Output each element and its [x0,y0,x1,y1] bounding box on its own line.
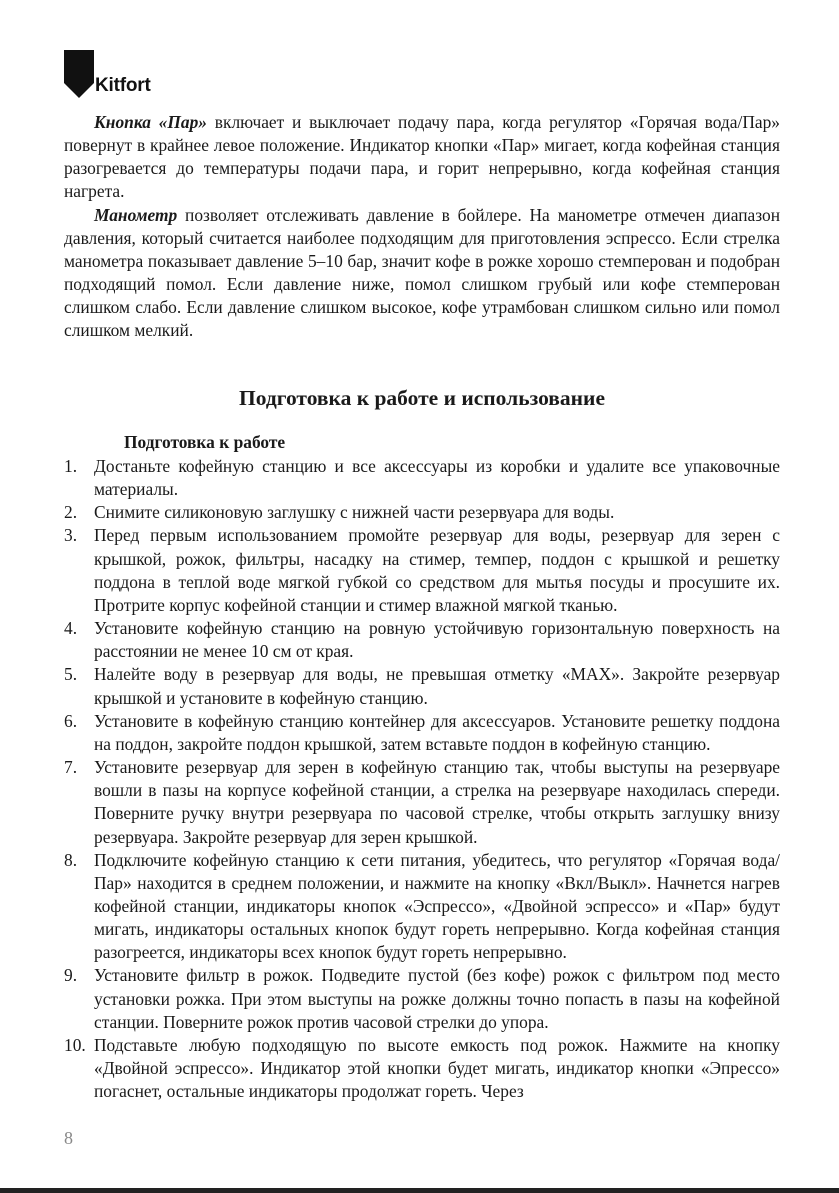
list-item [64,710,780,756]
paragraph-steam-button [64,111,780,204]
section-subtitle: Подготовка к работе [124,432,286,452]
step-text: Перед первым использованием промойте резервуар для воды, резервуар для зерен с крышкой, рожок, фильтры, насадку на стимер, темпер, поддон с крышкой и решетку поддона в теплой воде мягкой губкой со средством для мытья посуды и просушите их. Протрите корпус кофейной станции и стимер влажной мягкой тканью. [94,525,780,615]
list-item [64,1034,780,1103]
step-text: Установите в кофейную станцию контейнер для аксессуаров. Установите решетку поддона на поддон, закройте поддон крышкой, затем вставьте поддон в кофейную станцию. [94,710,780,754]
step-number: 2. [64,502,78,523]
list-item [64,964,780,1033]
page-number: 8 [64,1128,73,1148]
step-text: Установите резервуар для зерен в кофейную станцию так, чтобы выступы на резервуаре вошли в пазы на корпусе кофейной станции, а стрелка на резервуаре находилась спереди. Поверните ручку внутри резервуара по часовой стрелке, чтобы открыть заглушку внизу резервуара. Закройте резервуар для зерен крышкой. [94,757,780,847]
list-item [64,756,780,849]
step-text: Подставьте любую подходящую по высоте емкость под рожок. Нажмите на кнопку «Двойной эспрессо». Индикатор этой кнопки будет мигать, индикатор кнопки «Эпрессо» погаснет, остальные индикаторы продолжат гореть. Через [94,1034,780,1102]
list-item [64,524,780,617]
step-number: 10. [64,1034,86,1055]
step-text: Установите кофейную станцию на ровную устойчивую горизонтальную поверхность на расстоянии не менее 10 см от края. [94,618,780,662]
brand-logo [64,50,151,98]
step-number: 3. [64,525,78,546]
step-text: Достаньте кофейную станцию и все аксессуары из коробки и удалите все упаковочные материалы. [94,456,780,500]
list-item [64,455,780,501]
kitfort-logo-icon [64,50,94,98]
section-title: Подготовка к работе и использование [239,386,605,410]
paragraph-body: включает и выключает подачу пара, когда регулятор «Горячая вода/Пар» повернут в крайнее левое положение. Индикатор кнопки «Пар» мигает, когда кофейная станция разогревается до температуры подачи пара, и горит непрерывно, когда кофейная станция нагрета. [64,112,780,202]
step-number: 7. [64,757,78,778]
paragraph-lead: Кнопка «Пар» [94,112,207,132]
step-text: Установите фильтр в рожок. Подведите пустой (без кофе) рожок с фильтром под место установки рожка. При этом выступы на рожке должны точно попасть в пазы на кофейной станции. Поверните рожок против часовой стрелки до упора. [94,965,780,1032]
brand-name: Kitfort [95,75,151,96]
list-item [64,663,780,709]
step-number: 6. [64,710,78,731]
step-text: Подключите кофейную станцию к сети питания, убедитесь, что регулятор «Горячая вода/Пар» находится в среднем положении, и нажмите на кнопку «Вкл/Выкл». Начнется нагрев кофейной станции, индикаторы кнопок «Эспрессо», «Двойной эспрессо» и «Пар» будут мигать, индикаторы остальных кнопок будут гореть непрерывно. Когда кофейная станция разогреется, индикаторы всех кнопок будут гореть непрерывно. [94,849,780,963]
step-text: Налейте воду в резервуар для воды, не превышая отметку «MAX». Закройте резервуар крышкой и установите в кофейную станцию. [94,664,780,708]
step-text: Снимите силиконовую заглушку с нижней части резервуара для воды. [94,502,615,523]
step-number: 1. [64,456,78,476]
list-item [64,849,780,965]
step-number: 4. [64,618,78,639]
list-item [64,617,780,663]
bottom-divider [0,1188,839,1193]
paragraph-manometer [64,204,780,343]
step-number: 8. [64,849,78,870]
paragraph-lead: Манометр [94,204,178,225]
intro-text [64,111,780,343]
step-number: 9. [64,965,78,986]
paragraph-body: позволяет отслеживать давление в бойлере. На манометре отмечен диапазон давления, который считается наиболее подходящим для приготовления эспрессо. Если стрелка манометра показывает давление 5–10 бар, значит кофе в рожке хорошо стемперован и подобран подходящий помол. Если давление ниже, помол слишком грубый или кофе стемперован слишком слабо. Если давление слишком высокое, кофе утрамбован слишком сильно или помол слишком мелкий. [64,204,780,341]
steps-list [64,455,780,1103]
step-number: 5. [64,664,78,685]
list-item [64,501,780,524]
